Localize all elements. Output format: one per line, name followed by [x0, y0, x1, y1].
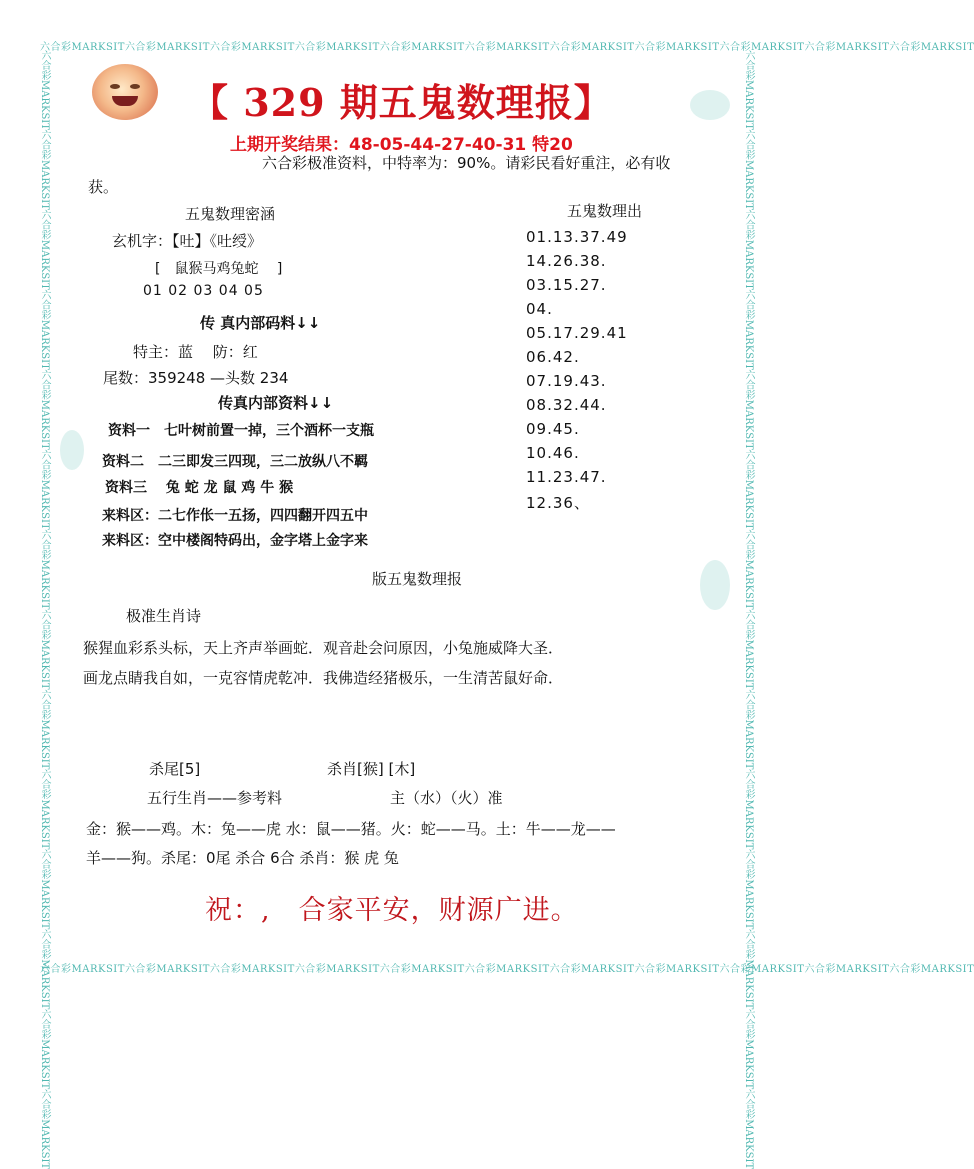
- last-result: 上期开奖结果：48-05-44-27-40-31 特20: [230, 135, 573, 155]
- edition-title: 版五鬼数理报: [372, 570, 463, 588]
- wish-text: 祝：, 合家平安，财源广进。: [205, 895, 579, 926]
- laiqu-1: 来料区：二七作伥一五扬，四四翻开四五中: [102, 508, 368, 524]
- fax-title-codes: 传 真内部码料↓↓: [200, 314, 321, 332]
- list-item: 11.23.47.: [526, 468, 607, 486]
- decor-speckle: [700, 560, 730, 610]
- poem-line-2: 画龙点睛我自如，一克容情虎乾冲．我佛造经猪极乐，一生清苦鼠好命．: [83, 669, 564, 687]
- kill-zodiac: 杀肖[猴] [木]: [327, 760, 416, 778]
- xuanji-text: 玄机字：【吐】《吐绶》: [112, 232, 263, 250]
- number-list: 01 02 03 04 05: [143, 283, 264, 299]
- right-section-title: 五鬼数理出: [567, 202, 643, 220]
- wuxing-main: 主（水）（火）准: [390, 789, 503, 807]
- fax-title-data: 传真内部资料↓↓: [218, 394, 334, 412]
- list-item: 14.26.38.: [526, 252, 607, 270]
- ziliao-2: 资料二 二三即发三四现，三二放纵八不羁: [102, 454, 368, 470]
- avatar-eye: [130, 84, 140, 89]
- list-item: 05.17.29.41: [526, 324, 628, 342]
- list-item: 07.19.43.: [526, 372, 607, 390]
- list-item: 01.13.37.49: [526, 228, 628, 246]
- decor-speckle: [690, 90, 730, 120]
- ziliao-3: 资料三 兔 蛇 龙 鼠 鸡 牛 猴: [105, 480, 294, 496]
- avatar-eye: [110, 84, 120, 89]
- page-title: 【 329 期五鬼数理报】: [190, 80, 613, 125]
- wuxing-title: 五行生肖——参考料: [147, 789, 283, 807]
- decor-speckle: [60, 430, 84, 470]
- weishu-text: 尾数：359248 —头数 234: [103, 369, 289, 387]
- list-item: 03.15.27.: [526, 276, 607, 294]
- list-item: 06.42.: [526, 348, 580, 366]
- watermark-border-top: 六合彩MARKSIT六合彩MARKSIT六合彩MARKSIT六合彩MARKSIT六合彩MARKSIT六合彩MARKSIT六合彩MARKSIT六合彩MARKSIT六合彩MARKSIT六合彩MARKSIT六合彩MARKSIT: [40, 42, 974, 53]
- avatar-mouth: [112, 96, 138, 106]
- wuxing-line-2: 羊——狗。杀尾：0尾 杀合 6合 杀肖：猴 虎 兔: [86, 849, 399, 867]
- list-item: 09.45.: [526, 420, 580, 438]
- avatar-image: [92, 64, 158, 120]
- kill-tail: 杀尾[5]: [149, 760, 201, 778]
- poem-line-1: 猴猩血彩系头标，天上齐声举画蛇．观音赴会问原因，小兔施威降大圣．: [83, 639, 564, 657]
- intro-line-1: 六合彩极准资料，中特率为：90%。请彩民看好重注，必有收: [262, 154, 671, 172]
- list-item: 12.36、: [526, 494, 590, 512]
- watermark-border-bottom: 六合彩MARKSIT六合彩MARKSIT六合彩MARKSIT六合彩MARKSIT六合彩MARKSIT六合彩MARKSIT六合彩MARKSIT六合彩MARKSIT六合彩MARKSIT六合彩MARKSIT六合彩MARKSIT: [40, 964, 974, 975]
- list-item: 10.46.: [526, 444, 580, 462]
- poem-title: 极准生肖诗: [126, 607, 202, 625]
- laiqu-2: 来料区：空中楼阁特码出，金字塔上金字来: [102, 533, 368, 549]
- tezhu-text: 特主：蓝 防：红: [133, 343, 258, 361]
- left-section-title: 五鬼数理密涵: [185, 205, 276, 223]
- wuxing-line-1: 金：猴——鸡。木：兔——虎 水：鼠——猪。火：蛇——马。土：牛——龙——: [86, 820, 616, 838]
- intro-line-2: 获。: [88, 178, 119, 196]
- zodiac-list: [ 鼠猴马鸡兔蛇 ]: [155, 261, 283, 277]
- list-item: 08.32.44.: [526, 396, 607, 414]
- ziliao-1: 资料一 七叶树前置一掉，三个酒杯一支瓶: [108, 423, 374, 439]
- list-item: 04.: [526, 300, 553, 318]
- watermark-border-right: 六合彩MARKSIT六合彩MARKSIT六合彩MARKSIT六合彩MARKSIT六合彩MARKSIT六合彩MARKSIT六合彩MARKSIT六合彩MARKSIT六合彩MARKSIT六合彩MARKSIT六合彩MARKSIT六合彩MARKSIT六合彩MARKSIT六合彩MARKSIT: [743, 50, 754, 1169]
- watermark-border-left: 六合彩MARKSIT六合彩MARKSIT六合彩MARKSIT六合彩MARKSIT六合彩MARKSIT六合彩MARKSIT六合彩MARKSIT六合彩MARKSIT六合彩MARKSIT六合彩MARKSIT六合彩MARKSIT六合彩MARKSIT六合彩MARKSIT六合彩MARKSIT: [39, 50, 50, 1169]
